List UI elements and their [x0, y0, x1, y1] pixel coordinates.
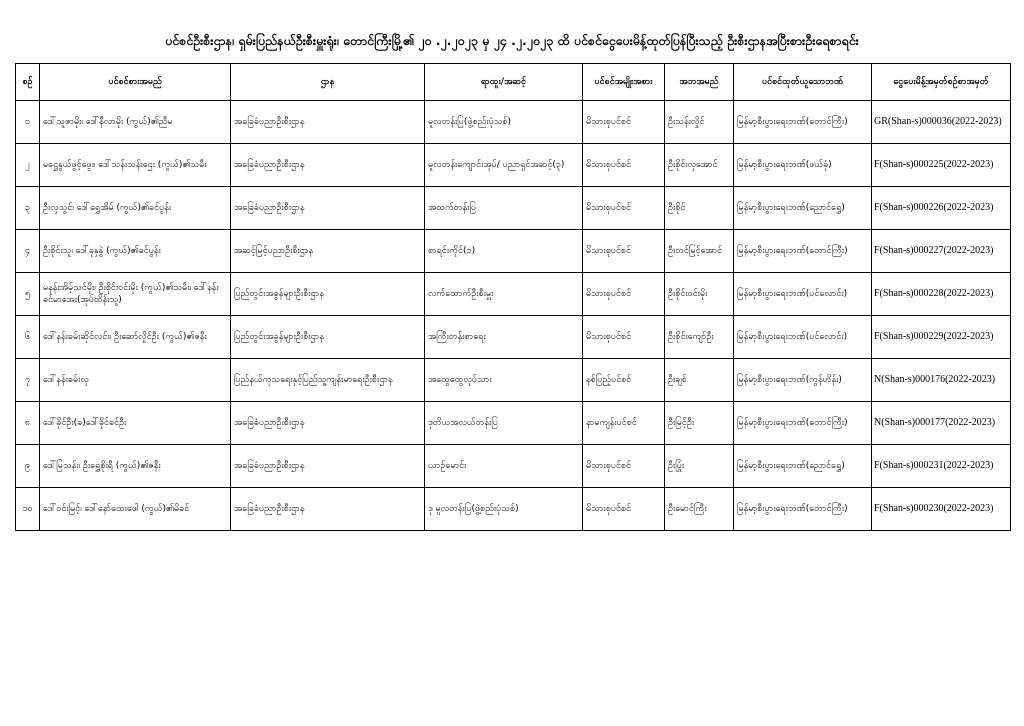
cell-father-name: ဦးစိုင်းဝင်းမိုး	[665, 273, 734, 316]
col-header-father-name: အဘအမည်	[665, 64, 734, 101]
cell-position: မူလတန်းပြ(ဖွဲ့စည်းပုံသစ်)	[425, 101, 583, 144]
cell-bank: မြန်မာ့စီးပွားရေးဘဏ်(ညောင်ရွှေ)	[734, 187, 872, 230]
cell-row-number: ၈	[16, 402, 40, 445]
table-row	[16, 187, 1011, 230]
cell-pension-type: နာမကျန်းပင်စင်	[583, 402, 665, 445]
cell-department: ပြည်နယ်ကုသရေးနှင့်ပြည်သူ့ကျန်းမာရေးဦးစီးဌာန	[231, 359, 425, 402]
table-header-row	[16, 64, 1011, 101]
cell-bank: မြန်မာ့စီးပွားရေးဘဏ်(တောင်ကြီး)	[734, 488, 872, 531]
cell-bank: မြန်မာ့စီးပွားရေးဘဏ်(ပင်လောင်း)	[734, 273, 872, 316]
col-header-pensioner-name: ပင်စင်စားအမည်	[40, 64, 231, 101]
cell-pensioner-name: ဦးစိုင်းသူ၊ ဒေါ်ခုနှနွဲ (ကွယ်)၏ခင်ပွန်း	[40, 230, 231, 273]
cell-department: အခြေခံပညာဦးစီးဌာန	[231, 144, 425, 187]
cell-bank: မြန်မာ့စီးပွားရေးဘဏ်(ကွန်ဟိန်း)	[734, 359, 872, 402]
table-row	[16, 359, 1011, 402]
cell-pension-type: မိသားစုပင်စင်	[583, 316, 665, 359]
table-row	[16, 488, 1011, 531]
cell-row-number: ၉	[16, 445, 40, 488]
cell-pensioner-name: ဦးလှသွင်၊ ဒေါ်ရွှေအိမ် (ကွယ်)၏ခင်ပွန်း	[40, 187, 231, 230]
col-header-position: ရာထူး/အဆင့်	[425, 64, 583, 101]
cell-father-name: ဦးစိုင်းကျော်ဦး	[665, 316, 734, 359]
cell-row-number: ၂	[16, 144, 40, 187]
table-row	[16, 316, 1011, 359]
cell-position: စာရင်းကိုင်(၁)	[425, 230, 583, 273]
cell-pension-type: မိသားစုပင်စင်	[583, 144, 665, 187]
cell-pensioner-name: ဒေါ်သူဇာမိုး၊ ဒေါ်နီလာမိုး (ကွယ်)၏ညီမ	[40, 101, 231, 144]
table-row	[16, 402, 1011, 445]
cell-position: ဒု မူလတန်းပြ(ဖွဲ့စည်းပုံသစ်)	[425, 488, 583, 531]
cell-license-number: F(Shan-s)000229(2022-2023)	[872, 316, 1011, 359]
cell-pension-type: မိသားစုပင်စင်	[583, 488, 665, 531]
cell-position: အထွေထွေလုပ်သား	[425, 359, 583, 402]
cell-license-number: F(Shan-s)000227(2022-2023)	[872, 230, 1011, 273]
cell-position: မူလတန်းကျောင်းအုပ်/ ပညာရှင်အဆင့်(၃)	[425, 144, 583, 187]
cell-department: အခြေခံပညာဦးစီးဌာန	[231, 402, 425, 445]
col-header-bank: ပင်စင်ထုတ်ယူသောဘဏ်	[734, 64, 872, 101]
cell-department: အခြေခံပညာဦးစီးဌာန	[231, 445, 425, 488]
cell-license-number: F(Shan-s)000231(2022-2023)	[872, 445, 1011, 488]
cell-row-number: ၅	[16, 273, 40, 316]
cell-position: ယာဉ်မောင်း	[425, 445, 583, 488]
col-header-license-no: ငွေပေးမိန့်အမှတ်စဉ်စာအမှတ်	[872, 64, 1011, 101]
cell-license-number: GR(Shan-s)000036(2022-2023)	[872, 101, 1011, 144]
cell-row-number: ၃	[16, 187, 40, 230]
cell-father-name: ဦးသန်းလှိုင်	[665, 101, 734, 144]
cell-row-number: ၆	[16, 316, 40, 359]
cell-license-number: F(Shan-s)000228(2022-2023)	[872, 273, 1011, 316]
cell-row-number: ၄	[16, 230, 40, 273]
cell-department: အခြေခံပညာဦးစီးဌာန	[231, 187, 425, 230]
table-row	[16, 445, 1011, 488]
cell-department: အခြေခံပညာဦးစီးဌာန	[231, 488, 425, 531]
col-header-department: ဌာန	[231, 64, 425, 101]
cell-position: ဒုတိယအလယ်တန်းပြ	[425, 402, 583, 445]
cell-license-number: F(Shan-s)000225(2022-2023)	[872, 144, 1011, 187]
cell-father-name: ဦးတင်မြင့်အောင်	[665, 230, 734, 273]
col-header-pension-type: ပင်စင်အမျိုးအစား	[583, 64, 665, 101]
cell-pension-type: မိသားစုပင်စင်	[583, 187, 665, 230]
cell-pensioner-name: မနန်းအိမ့်သင်မိုး၊ ဦးစိုင်းဝင်းမိုး (ကွယ်)၏သမီး၊ ဒေါ်နန်းခင်မာအေး(အုပ်ထိန်းသူ)	[40, 273, 231, 316]
cell-position: လက်ထောက်ဦးစီးမှူး	[425, 273, 583, 316]
cell-bank: မြန်မာ့စီးပွားရေးဘဏ်(တောင်ကြီး)	[734, 402, 872, 445]
cell-license-number: F(Shan-s)000230(2022-2023)	[872, 488, 1011, 531]
cell-father-name: ဦးစိုင်းလှအောင်	[665, 144, 734, 187]
cell-father-name: ဦးချစ်	[665, 359, 734, 402]
cell-father-name: ဦးမြင့်ဦး	[665, 402, 734, 445]
cell-father-name: ဦးပြုံး	[665, 445, 734, 488]
cell-pension-type: မိသားစုပင်စင်	[583, 273, 665, 316]
cell-pensioner-name: ဒေါ်နန်းခမ်းလှ	[40, 359, 231, 402]
col-header-no: စဉ်	[16, 64, 40, 101]
cell-department: ပြည်တွင်းအခွန်များဦးစီးဌာန	[231, 273, 425, 316]
cell-bank: မြန်မာ့စီးပွားရေးဘဏ်(ပင်လောင်း)	[734, 316, 872, 359]
cell-father-name: ဦးစိုင်	[665, 187, 734, 230]
cell-position: အကြီးတန်းစာရေး	[425, 316, 583, 359]
cell-pensioner-name: ဒေါ်ခိုင်ဦး(ခ)ဒေါ်ခိုင်ခင်ဦး	[40, 402, 231, 445]
table-row	[16, 273, 1011, 316]
cell-pensioner-name: ဒေါ်ဝင်းမြင့်၊ ဒေါ်နော်ထေးဖေါ (ကွယ်)၏မိခင်	[40, 488, 231, 531]
cell-pension-type: မိသားစုပင်စင်	[583, 101, 665, 144]
cell-department: အခြေခံပညာဦးစီးဌာန	[231, 101, 425, 144]
cell-pension-type: နစ်ပြည့်ပင်စင်	[583, 359, 665, 402]
cell-license-number: N(Shan-s)000177(2022-2023)	[872, 402, 1011, 445]
cell-row-number: ၁၀	[16, 488, 40, 531]
cell-row-number: ၁	[16, 101, 40, 144]
table-row	[16, 230, 1011, 273]
cell-department: အဆင့်မြင့်ပညာဦးစီးဌာန	[231, 230, 425, 273]
cell-pensioner-name: ဒေါ်နန်းခမ်းဆိုင်လင်း၊ ဦးဆော်လှိုင်ဦး (ကွယ်)၏ဇနီး	[40, 316, 231, 359]
cell-father-name: ဦးမောင်ကြီး	[665, 488, 734, 531]
cell-row-number: ၇	[16, 359, 40, 402]
cell-bank: မြန်မာ့စီးပွားရေးဘဏ်(ဖယ်ခုံ)	[734, 144, 872, 187]
cell-license-number: N(Shan-s)000176(2022-2023)	[872, 359, 1011, 402]
table-row	[16, 101, 1011, 144]
document-title: ပင်စင်ဦးစီးဌာန၊ ရှမ်းပြည်နယ်ဦးစီးမှူးရုံး၊ တောင်ကြီးမြို့၏ ၂၀ .၂.၂၀၂၃ မှ ၂၄ .၂.၂၀၂၃ ထိ ပင်စင်ငွေပေးမိန့်ထုတ်ပြန်ပြီးသည့် ဦးစီးဌာနအပြီးစားဦးရေစာရင်း	[165, 33, 859, 48]
cell-pension-type: မိသားစုပင်စင်	[583, 445, 665, 488]
cell-bank: မြန်မာ့စီးပွားရေးဘဏ်(တောင်ကြီး)	[734, 230, 872, 273]
cell-license-number: F(Shan-s)000226(2022-2023)	[872, 187, 1011, 230]
pension-table	[15, 63, 1011, 531]
cell-bank: မြန်မာ့စီးပွားရေးဘဏ်(ညောင်ရွှေ)	[734, 445, 872, 488]
cell-department: ပြည်တွင်းအခွန်များဦးစီးဌာန	[231, 316, 425, 359]
cell-position: အထက်တန်းပြ	[425, 187, 583, 230]
cell-pensioner-name: ဒေါ်မြသန်း၊ ဦးရွှေစိုးရီ (ကွယ်)၏ဇနီး	[40, 445, 231, 488]
table-row	[16, 144, 1011, 187]
cell-pension-type: မိသားစုပင်စင်	[583, 230, 665, 273]
cell-bank: မြန်မာ့စီးပွားရေးဘဏ်(တောင်ကြီး)	[734, 101, 872, 144]
cell-pensioner-name: မဋ္ဌေနွယ်ဖွင့်ဖွေး၊ ဒေါ်သန်းသန်းဌေး (ကွယ်)၏သမီး	[40, 144, 231, 187]
